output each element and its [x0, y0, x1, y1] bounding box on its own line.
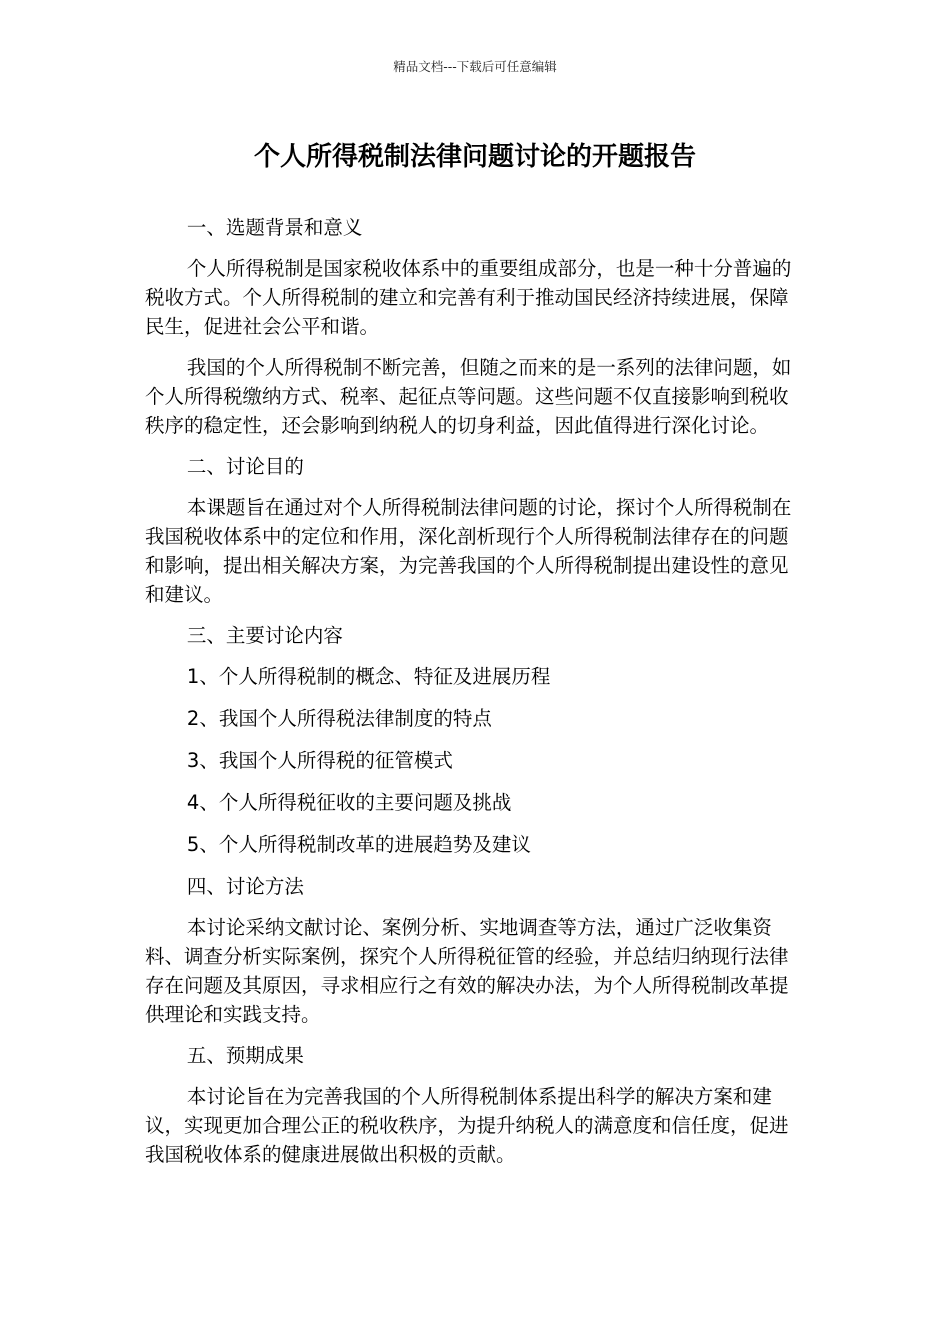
paragraph-method: 本讨论采纳文献讨论、案例分析、实地调查等方法，通过广泛收集资料、调查分析实际案例，探究个人所得税征管的经验，并总结归纳现行法律存在问题及其原因，寻求相应行之有效的解决办法，为个人所得税制改革提供理论和实践支持。	[145, 916, 789, 1026]
document-title: 个人所得税制法律问题讨论的开题报告	[253, 142, 696, 172]
document-body	[145, 213, 805, 1181]
page-header-note: 精品文档---下载后可任意编辑	[393, 59, 557, 74]
paragraph-outcome: 本讨论旨在为完善我国的个人所得税制体系提出科学的解决方案和建议，实现更加合理公正的税收秩序，为提升纳税人的满意度和信任度，促进我国税收体系的健康进展做出积极的贡献。	[145, 1085, 789, 1166]
paragraph-background-2: 我国的个人所得税制不断完善，但随之而来的是一系列的法律问题，如个人所得税缴纳方式、税率、起征点等问题。这些问题不仅直接影响到税收秩序的稳定性，还会影响到纳税人的切身利益，因此值得进行深化讨论。	[145, 356, 792, 437]
list-item: 1、个人所得税制的概念、特征及进展历程	[186, 665, 551, 688]
paragraph-background-1: 个人所得税制是国家税收体系中的重要组成部分，也是一种十分普遍的税收方式。个人所得税制的建立和完善有利于推动国民经济持续进展，保障民生，促进社会公平和谐。	[145, 257, 792, 338]
paragraph-purpose: 本课题旨在通过对个人所得税制法律问题的讨论，探讨个人所得税制在我国税收体系中的定位和作用，深化剖析现行个人所得税制法律存在的问题和影响，提出相关解决方案，为完善我国的个人所得税制提出建设性的意见和建议。	[145, 496, 792, 606]
section-heading-purpose: 二、讨论目的	[186, 455, 304, 478]
list-item: 5、个人所得税制改革的进展趋势及建议	[186, 833, 531, 856]
list-item: 4、个人所得税征收的主要问题及挑战	[186, 791, 512, 814]
list-item: 2、我国个人所得税法律制度的特点	[186, 707, 492, 730]
section-heading-background: 一、选题背景和意义	[186, 216, 363, 239]
section-heading-outcome: 五、预期成果	[186, 1044, 304, 1067]
section-heading-content: 三、主要讨论内容	[186, 624, 343, 647]
list-item: 3、我国个人所得税的征管模式	[186, 749, 453, 772]
section-heading-method: 四、讨论方法	[186, 875, 304, 898]
